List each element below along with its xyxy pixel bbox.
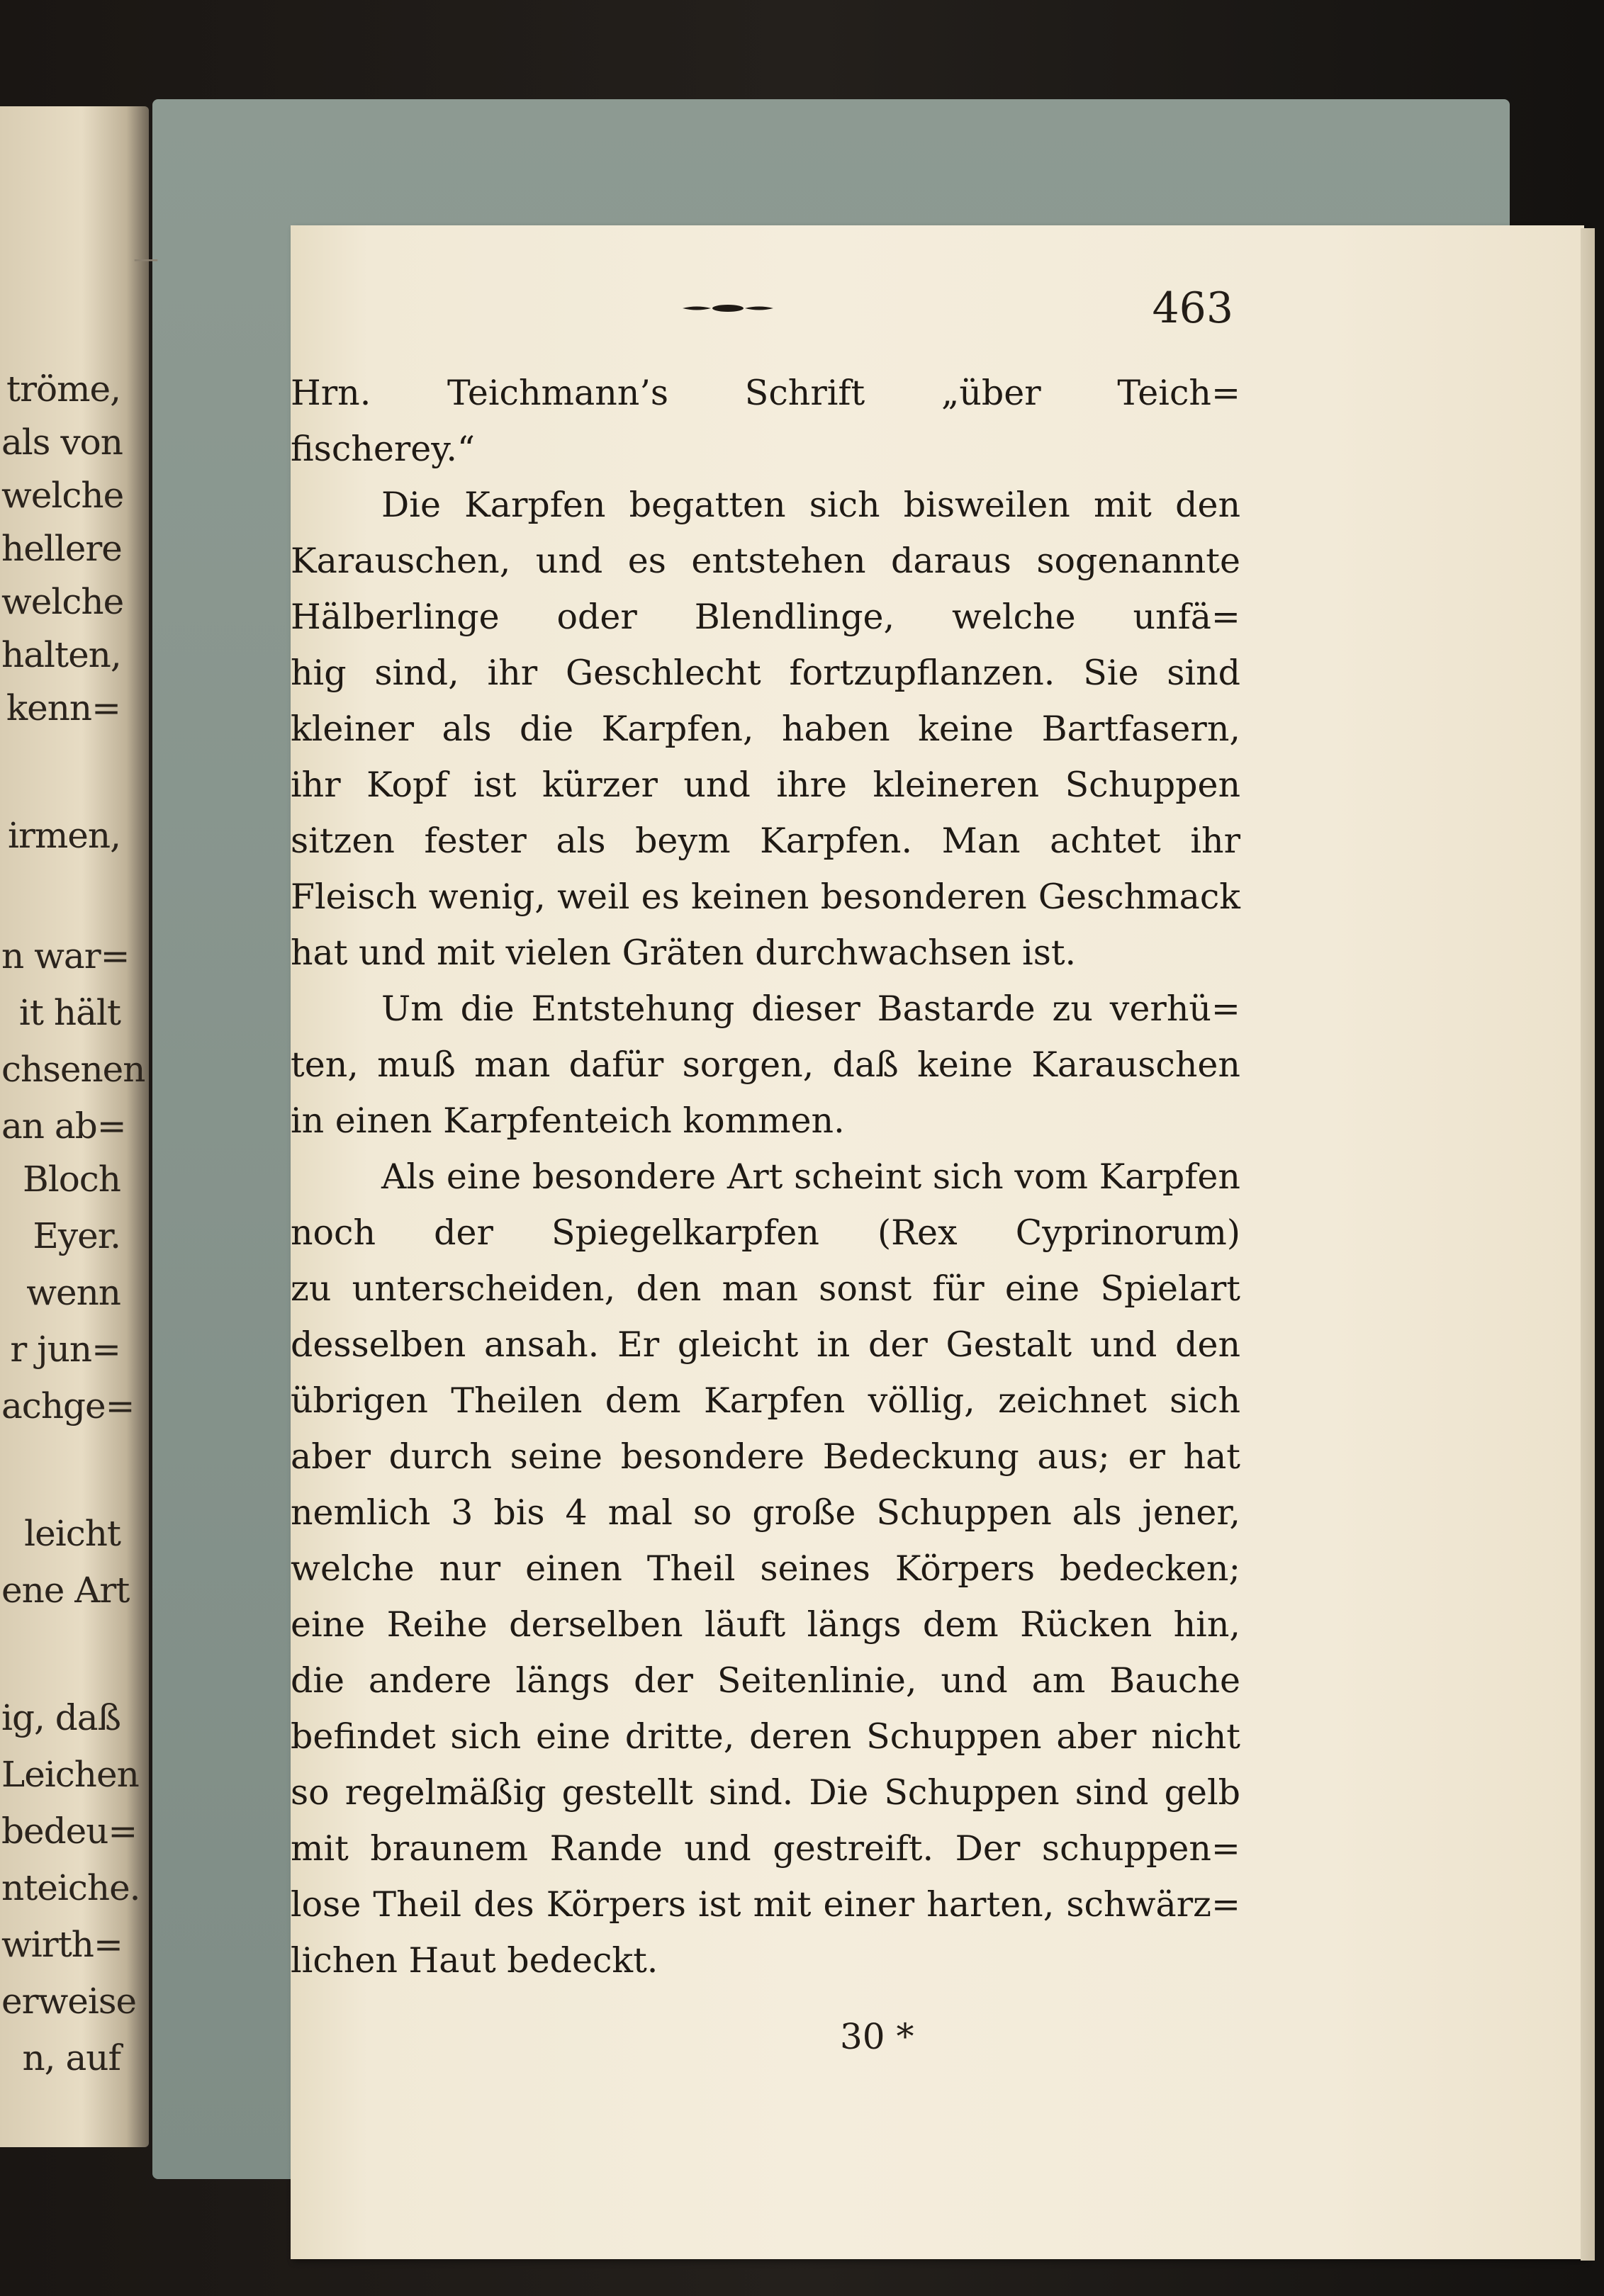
left-page-fragment: hellere: [1, 528, 122, 569]
left-page-fragment: n war=: [1, 935, 130, 977]
text-line: nemlich 3 bis 4 mal so große Schuppen als jener,: [291, 1492, 1240, 1533]
adjacent-left-page: [0, 106, 149, 2147]
text-line: Karauschen, und es entstehen daraus sogenannte: [291, 541, 1240, 581]
left-page-fragment: als von: [1, 422, 123, 463]
text-line: aber durch seine besondere Bedeckung aus; er hat: [291, 1436, 1240, 1477]
left-page-fragment: it hält: [18, 992, 120, 1033]
text-line: sitzen fester als beym Karpfen. Man achtet ihr: [291, 821, 1240, 861]
left-page-fragment: tröme,: [6, 368, 120, 410]
left-page-fragment: kenn=: [6, 687, 120, 728]
left-page-fragment: Leichen: [1, 1754, 139, 1795]
body-text: [291, 365, 1240, 1988]
left-page-fragment: Bloch: [22, 1159, 120, 1200]
left-page-fragment: Eyer.: [33, 1215, 120, 1256]
text-line: lose Theil des Körpers ist mit einer harten, schwärz=: [291, 1884, 1240, 1925]
gutter-dash: —: [133, 244, 159, 274]
text-line: Als eine besondere Art scheint sich vom Karpfen: [381, 1157, 1240, 1197]
text-line: hig sind, ihr Geschlecht fortzupflanzen. Sie sind: [291, 653, 1240, 693]
page-edge: [1581, 228, 1595, 2261]
ornamental-rule: [683, 303, 773, 313]
left-page-fragment: r jun=: [10, 1329, 120, 1370]
text-line: kleiner als die Karpfen, haben keine Bartfasern,: [291, 709, 1240, 749]
text-line: desselben ansah. Er gleicht in der Gestalt und den: [291, 1324, 1240, 1365]
left-page-fragment: achge=: [1, 1385, 135, 1426]
left-page-fragment: welche: [1, 581, 124, 622]
text-line: fischerey.“: [291, 429, 476, 469]
text-line: mit braunem Rande und gestreift. Der schuppen=: [291, 1828, 1240, 1869]
text-line: Hälberlinge oder Blendlinge, welche unfä=: [291, 597, 1240, 637]
left-page-fragment: irmen,: [8, 815, 120, 856]
page-number: 463: [1152, 283, 1233, 333]
text-line: welche nur einen Theil seines Körpers bedecken;: [291, 1548, 1240, 1589]
text-line: eine Reihe derselben läuft längs dem Rücken hin,: [291, 1604, 1240, 1645]
text-line: lichen Haut bedeckt.: [291, 1940, 658, 1981]
text-line: noch der Spiegelkarpfen (Rex Cyprinorum): [291, 1212, 1240, 1253]
text-line: ihr Kopf ist kürzer und ihre kleineren Schuppen: [291, 765, 1240, 805]
left-page-fragment: ene Art: [1, 1570, 130, 1611]
text-line: zu unterscheiden, den man sonst für eine Spielart: [291, 1268, 1240, 1309]
text-line: Hrn. Teichmann’s Schrift „über Teich=: [291, 373, 1240, 413]
left-page-fragment: erweise: [1, 1981, 137, 2022]
left-page-fragment: bedeu=: [1, 1811, 138, 1852]
left-page-fragment: welche: [1, 475, 124, 516]
signature-mark: 30 *: [840, 2016, 914, 2057]
left-page-fragment: chsenen: [1, 1049, 145, 1090]
text-line: die andere längs der Seitenlinie, und am Bauche: [291, 1660, 1240, 1701]
text-line: Fleisch wenig, weil es keinen besonderen Geschmack: [291, 877, 1240, 917]
left-page-fragment: ig, daß: [1, 1697, 120, 1738]
text-line: ten, muß man dafür sorgen, daß keine Karauschen: [291, 1045, 1240, 1085]
text-line: Um die Entstehung dieser Bastarde zu verhü=: [381, 989, 1240, 1029]
text-line: hat und mit vielen Gräten durchwachsen ist.: [291, 933, 1077, 973]
text-line: so regelmäßig gestellt sind. Die Schuppen sind gelb: [291, 1772, 1240, 1813]
text-line: übrigen Theilen dem Karpfen völlig, zeichnet sich: [291, 1380, 1240, 1421]
text-line: Die Karpfen begatten sich bisweilen mit den: [381, 485, 1240, 525]
left-page-fragment: leicht: [24, 1513, 120, 1554]
left-page-fragment: an ab=: [1, 1105, 126, 1147]
text-line: befindet sich eine dritte, deren Schuppen aber nicht: [291, 1716, 1240, 1757]
left-page-fragment: wirth=: [1, 1924, 123, 1965]
left-page-fragment: wenn: [26, 1272, 120, 1313]
left-page-fragment: nteiche.: [1, 1867, 140, 1908]
left-page-fragment: halten,: [1, 634, 121, 675]
left-page-fragment: n, auf: [22, 2037, 120, 2078]
text-line: in einen Karpfenteich kommen.: [291, 1101, 845, 1141]
